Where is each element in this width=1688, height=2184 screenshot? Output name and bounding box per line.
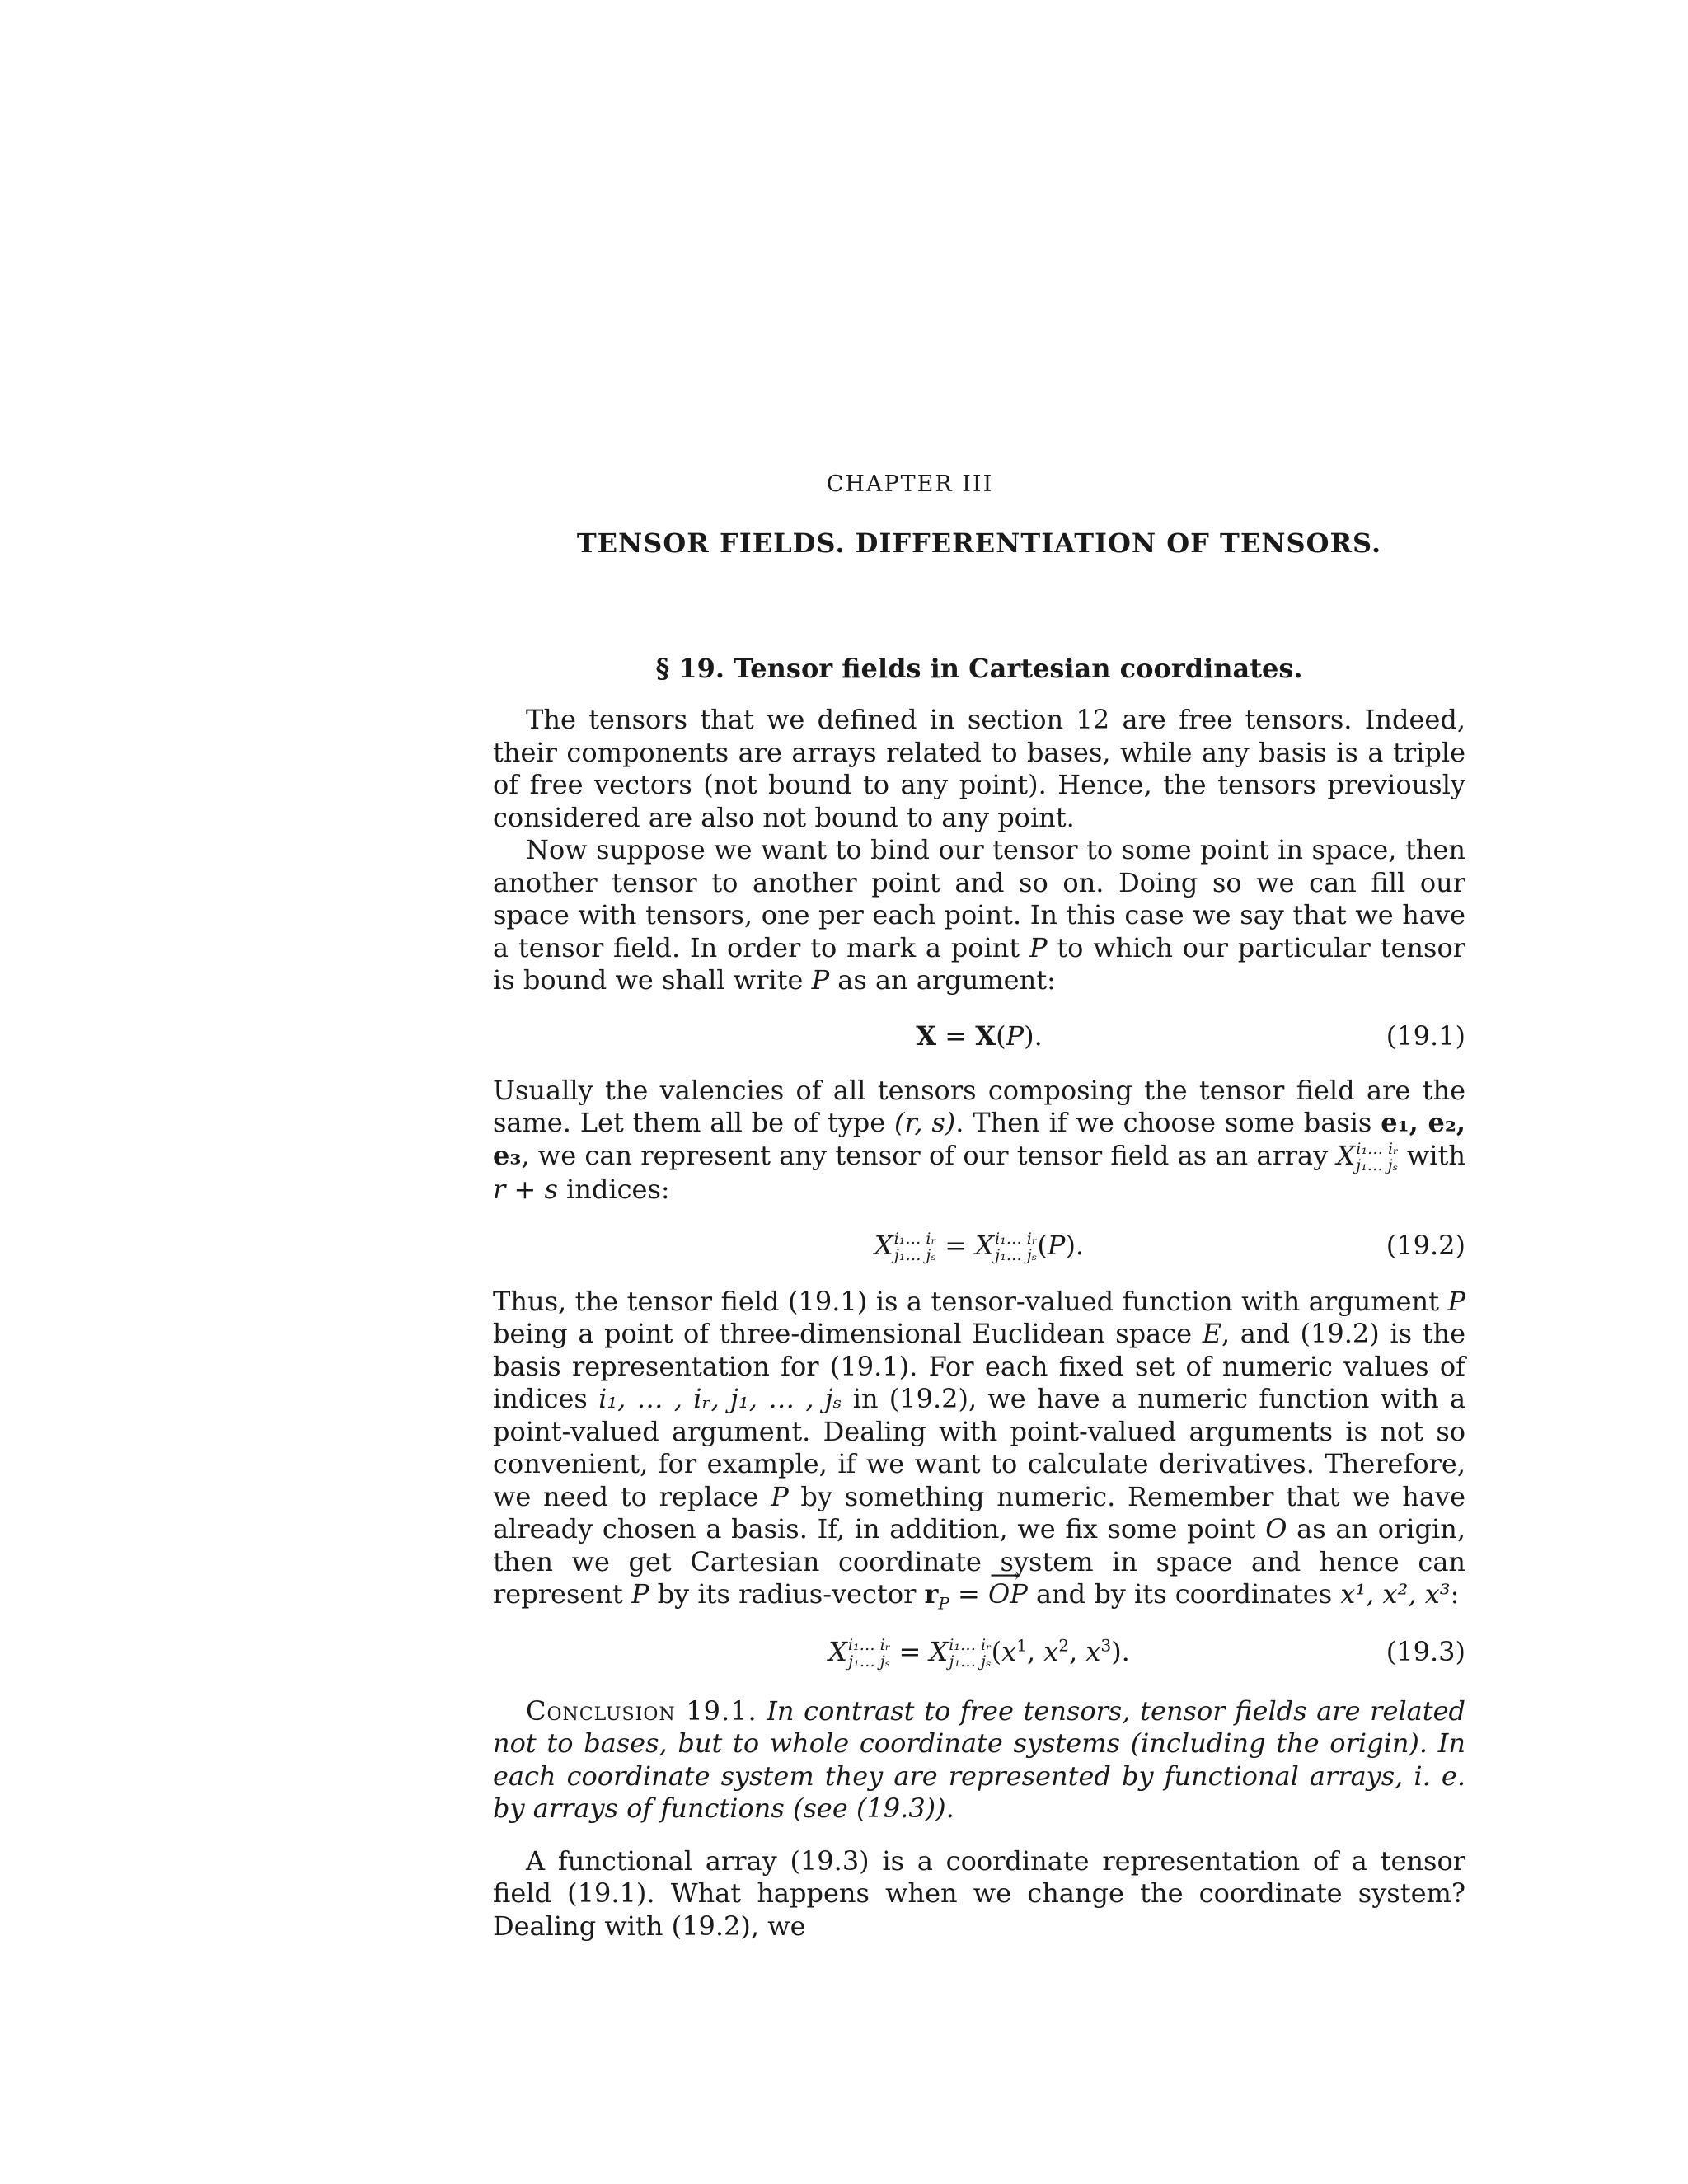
chapter-label: CHAPTER III bbox=[826, 471, 994, 497]
paragraph-1: The tensors that we defined in section 12 are free tensors. Indeed, their components are arrays related to bases, while any basis is a triple of free vectors (not bound to any point). Hence, the tensors previously considered are also not bound to any point. bbox=[493, 704, 1465, 833]
paragraph-2: Now suppose we want to bind our tensor to some point in space, then another tensor to another point and so on. Doing so we can fill our space with tensors, one per each point. In this case we say that we have a tensor field. In order to mark a point P to which our particular tensor is bound we shall write P as an argument: bbox=[493, 834, 1466, 996]
conclusion-19-1 bbox=[493, 1695, 1465, 1825]
equation-number: (19.2) bbox=[1386, 1229, 1465, 1261]
conclusion-text: In contrast to free tensors, tensor fields are related not to bases, but to whole coordinate systems (including the origin). In each coordinate system they are represented by functional arrays, i. e. by arrays of functions (see (19.3)). bbox=[493, 1694, 1465, 1824]
equation-19-1 bbox=[493, 1015, 1465, 1057]
conclusion-label: Conclusion 19.1. bbox=[526, 1694, 757, 1727]
equation-19-3 bbox=[493, 1631, 1465, 1672]
paragraph-5: A functional array (19.3) is a coordinate representation of a tensor field (19.1). What happens when we change the coordinate system? Dealing with (19.2), we bbox=[493, 1844, 1465, 1942]
equation-number: (19.1) bbox=[1386, 1019, 1465, 1052]
chapter-title: TENSOR FIELDS. DIFFERENTIATION OF TENSORS. bbox=[576, 527, 1382, 559]
paragraph-4: Thus, the tensor field (19.1) is a tensor-valued function with argument P being a point of three-dimensional Euclidean space E, and (19.2) is the basis representation for (19.1). For each fixed set of numeric values of indices i₁, … , iᵣ, j₁, … , jₛ in (19.2), we have a numeric function with a point-valued argument. Dealing with point-valued arguments is not so convenient, for example, if we want to calculate derivatives. Therefore, we need to replace P by something numeric. Remember that we have already chosen a basis. If, in addition, we fix some point O as an origin, then we get Cartesian coordinate system in space and hence can represent P by its radius-vector $r_P$ = ⟶ OP and by its coordinates x¹, x², x³: bbox=[493, 1286, 1465, 1611]
paragraph-3: Usually the valencies of all tensors composing the tensor field are the same. Let them all be of type (r, s). Then if we choose some basis e₁, e₂, e₃, we can represent any tensor of our tensor field as an array X i₁… iᵣ j₁… jₛ with r + s indices: bbox=[493, 1074, 1466, 1205]
equation-number: (19.3) bbox=[1386, 1635, 1465, 1667]
section-title: § 19. Tensor fields in Cartesian coordinates. bbox=[655, 653, 1303, 684]
equation-body: X i₁… iᵣ j₁… jₛ = X i₁… iᵣ j₁… jₛ (P). bbox=[874, 1229, 1085, 1264]
equation-body: X i₁… iᵣ j₁… jₛ = X i₁… iᵣ j₁… jₛ ($x^1$, $x^2$, $x^3$). bbox=[828, 1634, 1130, 1671]
equation-body: X = X(P). bbox=[916, 1019, 1043, 1052]
body-column bbox=[493, 704, 1465, 1943]
equation-19-2 bbox=[493, 1225, 1465, 1266]
